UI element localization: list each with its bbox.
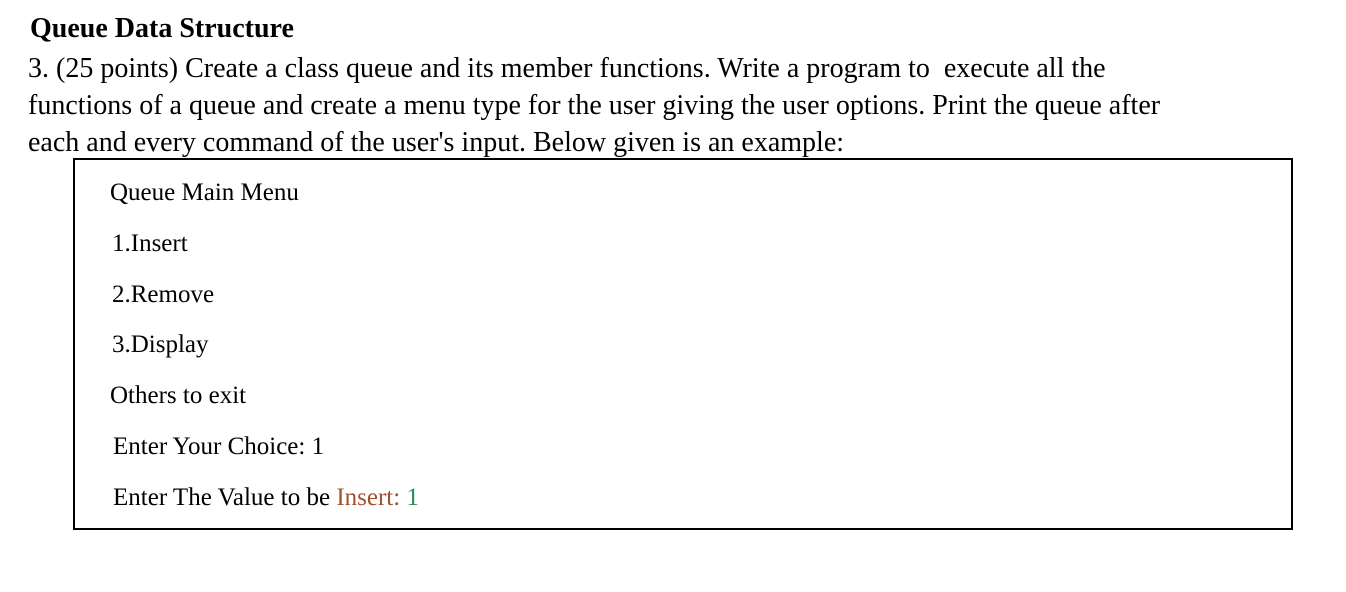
question-text [28,50,1328,161]
question-line-1: 3. (25 points) Create a class queue and its member functions. Write a program to execute all the [28,53,1106,84]
menu-option-remove: 2.Remove [112,281,215,308]
value-prompt-colon: : [393,484,407,511]
menu-option-insert: 1.Insert [112,230,188,257]
value-prompt [113,483,419,513]
question-line-3: each and every command of the user's input. Below given is an example: [28,127,845,158]
menu-exit-text: Others to exit [110,382,247,409]
menu-title: Queue Main Menu [110,179,299,206]
value-prompt-value: 1 [406,484,419,511]
value-prompt-keyword: Insert [336,484,394,511]
heading: Queue Data Structure [30,13,294,44]
choice-prompt: Enter Your Choice: 1 [113,433,325,460]
example-box [73,158,1293,530]
value-prompt-prefix: Enter The Value to be [113,484,337,511]
question-line-2: functions of a queue and create a menu type for the user giving the user options. Print the queue after [28,90,1161,121]
menu-option-display: 3.Display [112,331,209,358]
